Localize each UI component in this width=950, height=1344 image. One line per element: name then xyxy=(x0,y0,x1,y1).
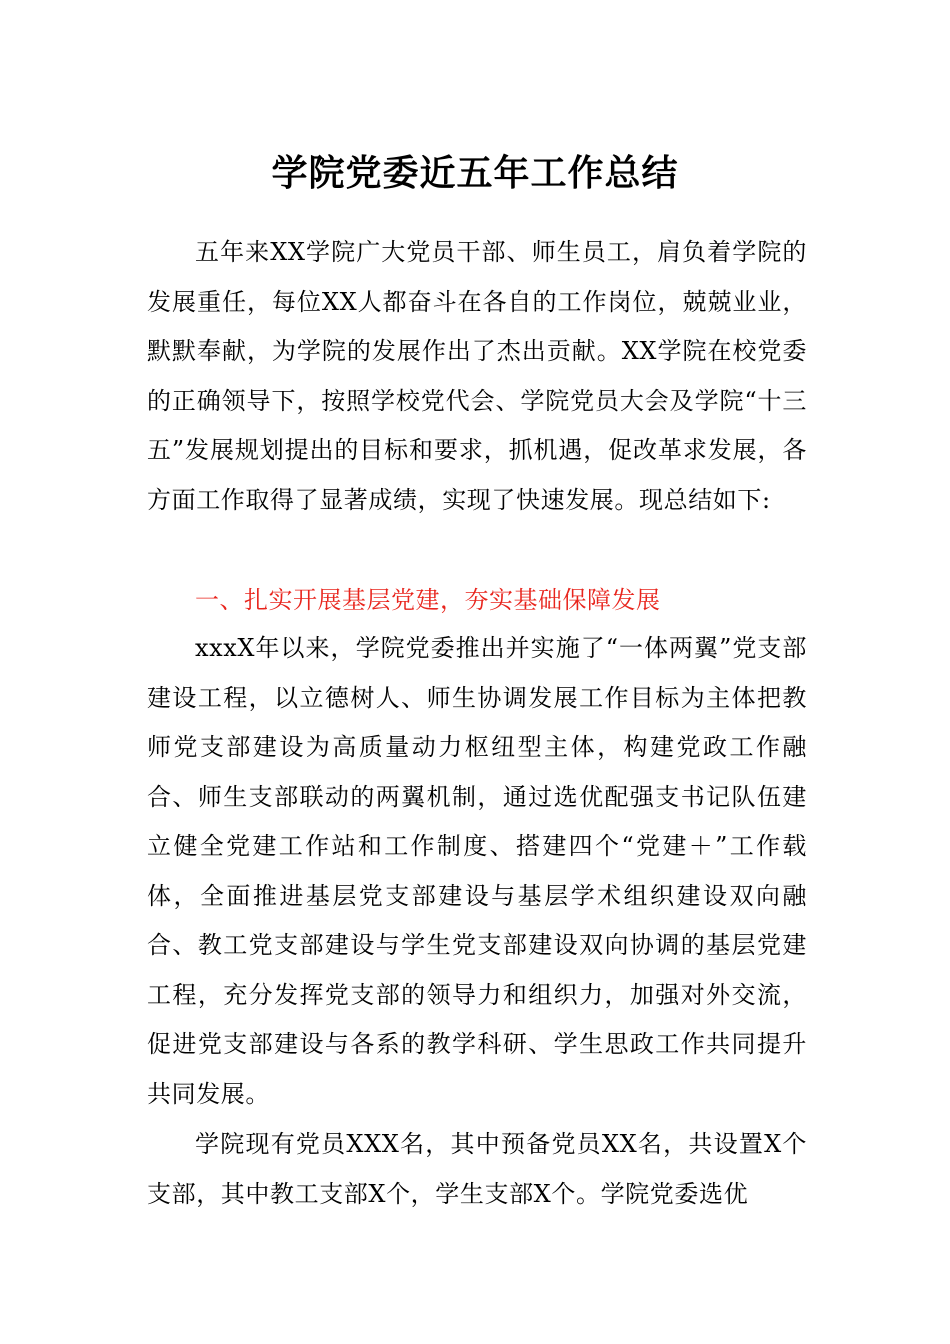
section-heading: 一、扎实开展基层党建，夯实基础保障发展 xyxy=(195,586,661,614)
paragraph-membership: 学院现有党员XXX名，其中预备党员XX名，共设置X个支部，其中教工支部X个，学生支部X个。学院党委选优 xyxy=(147,1130,807,1208)
paragraph-intro: 五年来XX学院广大党员干部、师生员工，肩负着学院的发展重任，每位XX人都奋斗在各自的工作岗位，兢兢业业，默默奉献，为学院的发展作出了杰出贡献。XX学院在校党委的正确领导下，按照学校党代会、学院党员大会及学院“十三五”发展规划提出的目标和要求，抓机遇，促改革求发展，各方面工作取得了显著成绩，实现了快速发展。现总结如下: xyxy=(147,238,807,514)
paragraph-party-building: xxxX年以来，学院党委推出并实施了“一体两翼”党支部建设工程，以立德树人、师生协调发展工作目标为主体把教师党支部建设为高质量动力枢纽型主体，构建党政工作融合、师生支部联动的两翼机制，通过选优配强支书记队伍建立健全党建工作站和工作制度、搭建四个“党建＋”工作载体，全面推进基层党支部建设与基层学术组织建设双向融合、教工党支部建设与学生党支部建设双向协调的基层党建工程，充分发挥党支部的领导力和组织力，加强对外交流，促进党支部建设与各系的教学科研、学生思政工作共同提升共同发展。 xyxy=(147,634,807,1108)
document-title: 学院党委近五年工作总结 xyxy=(271,153,679,194)
